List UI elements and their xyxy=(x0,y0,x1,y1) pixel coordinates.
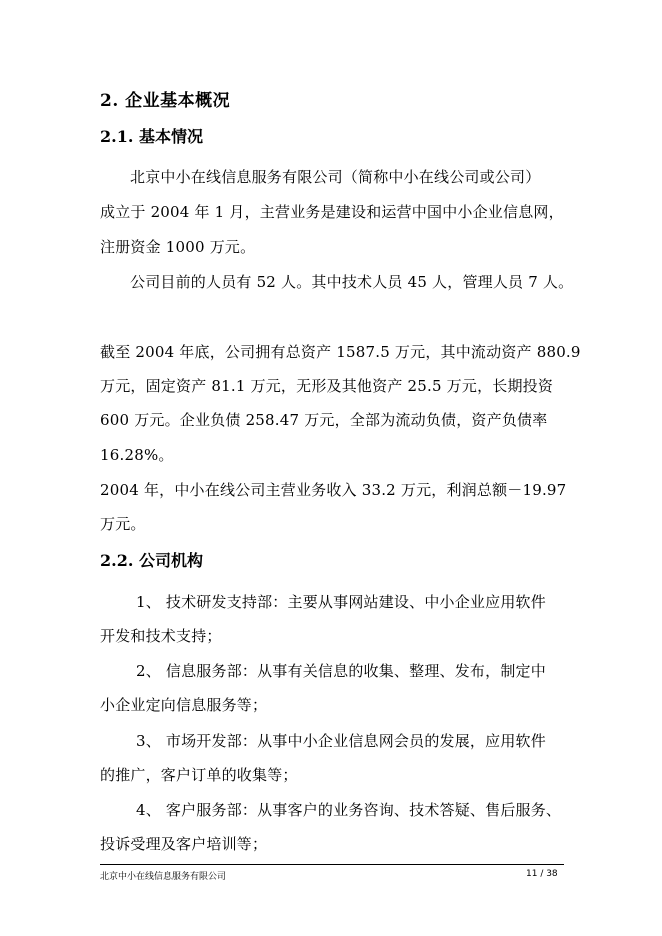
list-item: 3、 市场开发部：从事中小企业信息网会员的发展，应用软件 xyxy=(136,732,546,750)
subsection-heading-basic-info: 2.1. 基本情况 xyxy=(100,127,203,146)
list-item: 2、 信息服务部：从事有关信息的收集、整理、发布，制定中 xyxy=(136,662,546,680)
paragraph-line: 截至 2004 年底，公司拥有总资产 1587.5 万元，其中流动资产 880.9 xyxy=(100,343,581,361)
subsection-heading-organization: 2.2. 公司机构 xyxy=(100,551,203,570)
paragraph-line: 北京中小在线信息服务有限公司（简称中小在线公司或公司） xyxy=(130,168,541,186)
section-heading: 2. 企业基本概况 xyxy=(100,91,231,111)
footer-page-number: 11 / 38 xyxy=(526,869,558,879)
paragraph-line: 2004 年，中小在线公司主营业务收入 33.2 万元，利润总额－19.97 xyxy=(100,481,567,499)
footer-company: 北京中小在线信息服务有限公司 xyxy=(100,872,227,882)
paragraph-line: 万元，固定资产 81.1 万元，无形及其他资产 25.5 万元，长期投资 xyxy=(100,377,554,395)
paragraph-line: 成立于 2004 年 1 月，主营业务是建设和运营中国中小企业信息网， xyxy=(100,203,564,221)
list-item: 1、 技术研发支持部：主要从事网站建设、中小企业应用软件 xyxy=(136,593,546,611)
paragraph-line: 600 万元。企业负债 258.47 万元，全部为流动负债，资产负债率 xyxy=(100,411,548,429)
list-item: 4、 客户服务部：从事客户的业务咨询、技术答疑、售后服务、 xyxy=(136,801,562,819)
list-item-continuation: 小企业定向信息服务等； xyxy=(100,696,268,714)
list-item-continuation: 投诉受理及客户培训等； xyxy=(100,835,268,853)
footer-divider xyxy=(100,864,564,865)
paragraph-line: 注册资金 1000 万元。 xyxy=(100,238,256,256)
list-item-continuation: 开发和技术支持； xyxy=(100,627,222,645)
paragraph-line: 16.28%。 xyxy=(100,446,174,464)
paragraph-line: 公司目前的人员有 52 人。其中技术人员 45 人，管理人员 7 人。 xyxy=(130,273,574,291)
list-item-continuation: 的推广，客户订单的收集等； xyxy=(100,766,298,784)
paragraph-line: 万元。 xyxy=(100,515,146,533)
